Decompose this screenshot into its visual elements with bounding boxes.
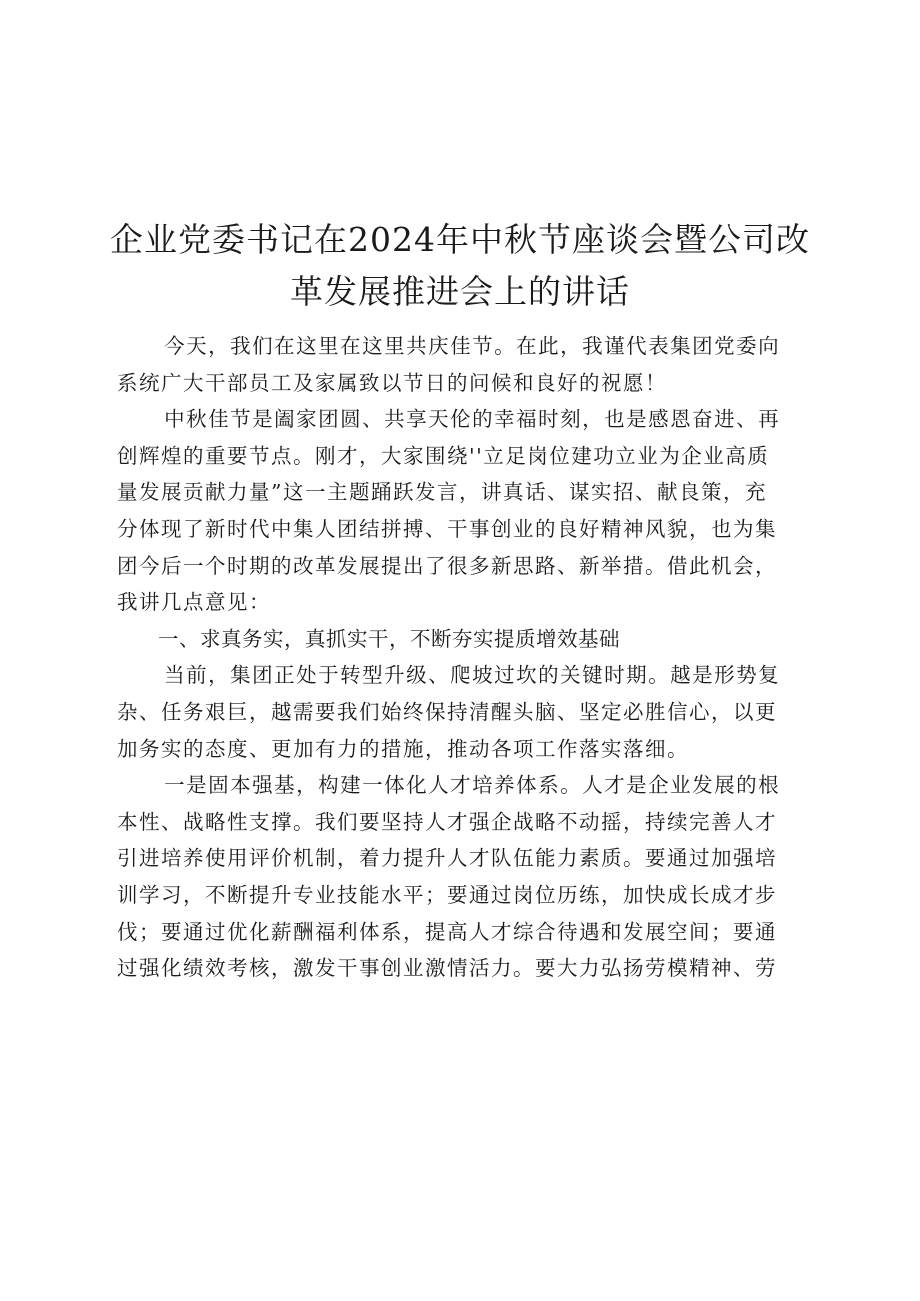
paragraph-line: 我讲几点意见：: [117, 590, 271, 615]
paragraph-line: 今天，我们在这里在这里共庆佳节。在此，我谨代表集团党委向: [164, 334, 781, 358]
paragraph-line: 一是固本强基，构建一体化人才培养体系。人才是企业发展的根: [164, 773, 781, 798]
title-line-2: 革发展推进会上的讲话: [290, 272, 630, 311]
document-title: [110, 214, 810, 318]
paragraph-line: 本性、战略性支撑。我们要坚持人才强企战略不动摇，持续完善人才: [117, 809, 777, 834]
paragraph-line: 训学习，不断提升专业技能水平；要通过岗位历练，加快成长成才步: [117, 882, 777, 907]
paragraph-line: 过强化绩效考核，激发干事创业激情活力。要大力弘扬劳模精神、劳: [117, 956, 777, 981]
paragraph-line: 加务实的态度、更加有力的措施，推动各项工作落实落细。: [117, 736, 689, 761]
paragraph-line: 当前，集团正处于转型升级、爬坡过坎的关键时期。越是形势复: [164, 663, 781, 688]
paragraph-current-situation: [117, 657, 817, 767]
section-heading-1: 一、求真务实，真抓实干，不断夯实提质增效基础: [158, 626, 620, 651]
paragraph-line: 量发展贡献力量”这一主题踊跃发言，讲真话、谋实招、献良策，充: [117, 480, 767, 505]
paragraph-intro: [117, 401, 817, 621]
paragraph-line: 杂、任务艰巨，越需要我们始终保持清醒头脑、坚定必胜信心，以更: [117, 699, 777, 724]
paragraph-line: 系统广大干部员工及家属致以节日的问候和良好的祝愿！: [117, 370, 667, 395]
title-line-1: 企业党委书记在2024年中秋节座谈会暨公司改: [110, 220, 810, 259]
paragraph-greeting: [117, 328, 817, 401]
paragraph-line: 分体现了新时代中集人团结拼搏、干事创业的良好精神风貌，也为集: [117, 516, 777, 541]
paragraph-line: 团今后一个时期的改革发展提出了很多新思路、新举措。借此机会，: [117, 553, 777, 578]
paragraph-line: 引进培养使用评价机制，着力提升人才队伍能力素质。要通过加强培: [117, 846, 777, 871]
paragraph-talent: [117, 767, 817, 987]
paragraph-line: 中秋佳节是阖家团圆、共享天伦的幸福时刻，也是感恩奋进、再: [164, 407, 781, 432]
paragraph-line: 伐；要通过优化薪酬福利体系，提高人才综合待遇和发展空间；要通: [117, 919, 777, 944]
document-body: [117, 328, 817, 987]
paragraph-line: 创辉煌的重要节点。刚才，大家围绕''立足岗位建功立业为企业高质: [117, 443, 770, 468]
